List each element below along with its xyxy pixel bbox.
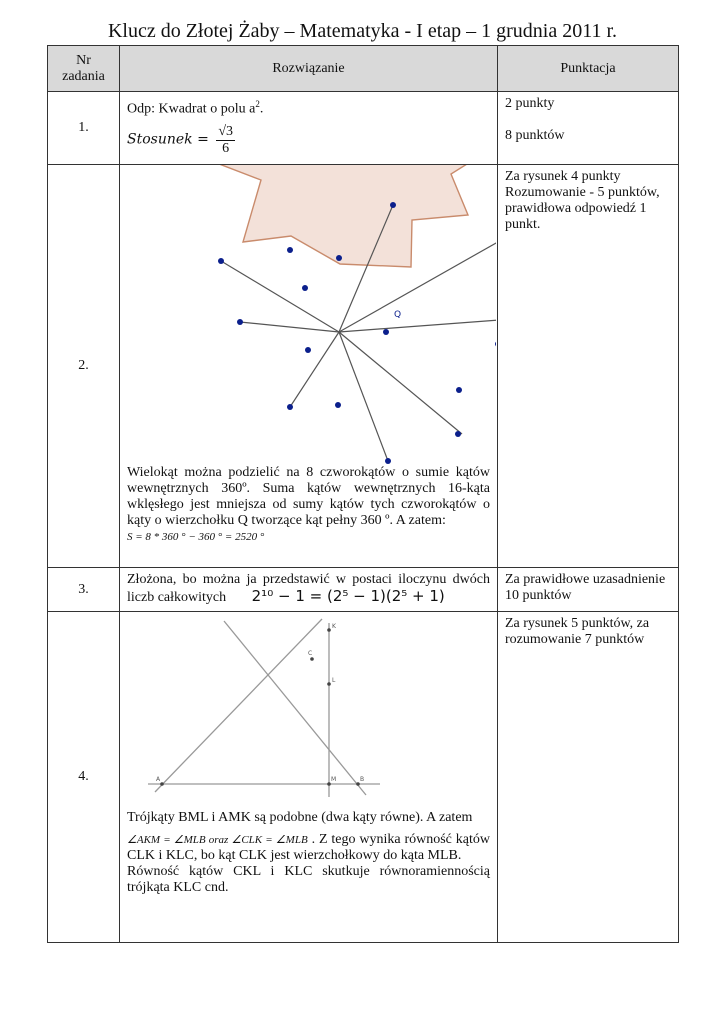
point-label: A — [156, 776, 161, 783]
point-label: L — [332, 677, 336, 684]
side-ac — [155, 619, 322, 792]
header-solution: Rozwiązanie — [120, 46, 498, 92]
task-number: 3. — [48, 568, 120, 612]
star-polygon-figure — [120, 165, 496, 465]
points-cell — [498, 612, 679, 943]
task-number: 2. — [48, 165, 120, 568]
solution-text: Trójkąty BML i AMK są podobne (dwa kąty równe). A zatem — [127, 810, 473, 825]
points-text: Za prawidłowe uzasadnienie 10 punktów — [505, 572, 666, 603]
point-label: K — [332, 623, 336, 630]
solution-text: Wielokąt można podzielić na 8 czworokątów o sumie kątów wewnętrznych 360º. Suma kątów wewnętrznych 16-kąta wklęsłego jest mniejsza od sumy kątów tych czworokątów o kąty o wierzchołku Q tworzące kąt pełny 360 º. A zatem: — [127, 465, 490, 528]
page-title: Klucz do Złotej Żaby – Matematyka - I etap – 1 grudnia 2011 r. — [107, 20, 618, 42]
points-cell — [498, 568, 679, 612]
header-row — [48, 46, 679, 92]
points-text: 8 punktów — [505, 128, 565, 143]
angle-equation: ∠AKM = ∠MLB oraz ∠CLK = ∠MLB — [127, 834, 308, 846]
formula: S = 8 * 360 ° − 360 ° = 2520 ° — [127, 531, 265, 543]
solution-text: Równość kątów CKL i KLC skutkuje równoramiennością trójkąta KLC cnd. — [127, 864, 490, 895]
table-row — [48, 165, 679, 568]
solution-text: Złożona, bo można ja przedstawić w postaci iloczynu dwóch liczb całkowitych — [127, 572, 490, 605]
task-number: 1. — [48, 92, 120, 165]
point-label: B — [360, 776, 365, 783]
task-number: 4. — [48, 612, 120, 943]
table-row — [48, 92, 679, 165]
header-nr: Nr zadania — [48, 46, 120, 92]
solution-text: . Z tego wynika równość kątów CLK i KLC, bo kąt CLK jest wierzchołkowy do kąta MLB. — [127, 832, 490, 863]
point-label: M — [331, 776, 337, 783]
answer-text: Odp: Kwadrat o polu $a^2$. — [127, 99, 264, 117]
table-row — [48, 568, 679, 612]
table-row — [48, 612, 679, 943]
points-cell — [498, 165, 679, 568]
answer-key-table — [47, 45, 679, 943]
solution-cell — [120, 165, 498, 568]
ratio-formula: Stosunek = $\frac{√3}{6}$ — [127, 123, 233, 156]
points-text: 2 punkty — [505, 96, 555, 111]
equation: 2¹⁰ − 1 = (2⁵ − 1)(2⁵ + 1) — [251, 587, 445, 605]
triangle-figure — [120, 612, 496, 810]
points-text: Za rysunek 5 punktów, za rozumowanie 7 punktów — [505, 616, 650, 647]
solution-cell — [120, 612, 498, 943]
solution-cell — [120, 568, 498, 612]
polygon-fill — [174, 165, 491, 267]
header-points: Punktacja — [498, 46, 679, 92]
point-label: C — [308, 650, 313, 657]
solution-cell — [120, 92, 498, 165]
points-cell — [498, 92, 679, 165]
point-label-q: Q — [394, 310, 402, 320]
points-text: Za rysunek 4 punkty Rozumowanie - 5 punktów, prawidłowa odpowiedź 1 punkt. — [505, 169, 660, 232]
